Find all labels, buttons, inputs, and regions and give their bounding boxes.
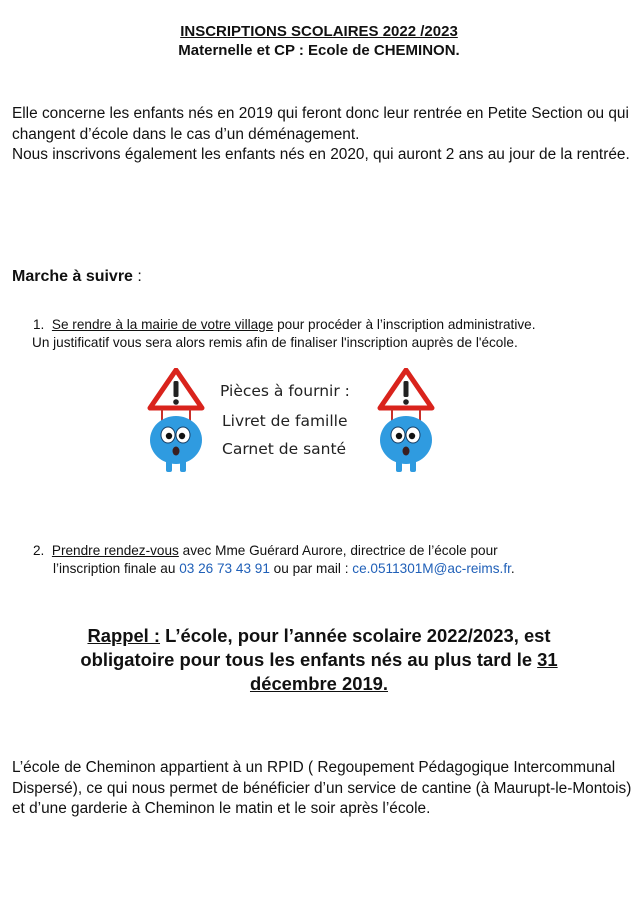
reminder-date: 31 décembre 2019. bbox=[249, 649, 558, 694]
procedure-heading-text: Marche à suivre bbox=[12, 268, 133, 285]
step-1-link[interactable]: Se rendre à la mairie de votre village bbox=[51, 317, 274, 332]
intro-paragraph bbox=[12, 104, 634, 166]
monster-mascot-icon bbox=[150, 416, 202, 472]
warning-sign-icon bbox=[150, 370, 202, 422]
email-link[interactable]: ce.0511301M@ac-reims.fr bbox=[352, 561, 511, 576]
step-1-number: 1. bbox=[33, 317, 45, 332]
warning-sign-icon bbox=[380, 370, 432, 422]
phone-link[interactable]: 03 26 73 43 91 bbox=[179, 561, 270, 576]
intro-line-1: Elle concerne les enfants nés en 2019 qui feront donc leur rentrée en Petite Section ou qui changent d’école dans le cas d’un déménagement. bbox=[12, 105, 629, 143]
reminder-text: L’école, pour l’année scolaire 2022/2023, est obligatoire pour tous les enfants nés au plus tard le bbox=[80, 625, 551, 670]
step-2-text-c: ou par mail : bbox=[269, 561, 353, 576]
footer-paragraph: L’école de Cheminon appartient à un RPID ( Regoupement Pédagogique Intercommunal Dispersé), ce qui nous permet de bénéficier d’un service de cantine (à Maurupt-le-Montois) et d’une garderie à Cheminon le matin et le soir après l’école. bbox=[12, 759, 632, 817]
document-subtitle: Maternelle et CP : Ecole de CHEMINON. bbox=[178, 42, 460, 59]
documents-box bbox=[210, 380, 360, 460]
step-1 bbox=[33, 316, 633, 352]
document-item: Livret de famille bbox=[222, 412, 348, 430]
step-2-link[interactable]: Prendre rendez-vous bbox=[51, 543, 179, 558]
procedure-heading bbox=[12, 268, 142, 286]
procedure-heading-colon: : bbox=[132, 268, 142, 285]
document-item: Carnet de santé bbox=[222, 440, 347, 458]
documents-heading: Pièces à fournir : bbox=[220, 382, 350, 400]
intro-line-2: Nous inscrivons également les enfants nés en 2020, qui auront 2 ans au jour de la rentrée. bbox=[12, 146, 630, 163]
step-2-text-b: l’inscription finale au bbox=[53, 561, 180, 576]
step-1-text-a: pour procéder à l’inscription administrative. bbox=[273, 317, 536, 332]
step-2-text-a: avec Mme Guérard Aurore, directrice de l’école pour bbox=[178, 543, 498, 558]
warning-mascot-right bbox=[376, 368, 436, 478]
warning-mascot-left bbox=[146, 368, 206, 478]
reminder-label: Rappel : bbox=[87, 625, 161, 646]
reminder bbox=[0, 624, 638, 696]
step-1-text-b: Un justificatif vous sera alors remis afin de finaliser l'inscription auprès de l'école. bbox=[32, 335, 518, 350]
step-2-number: 2. bbox=[33, 543, 45, 558]
monster-mascot-icon bbox=[380, 416, 432, 472]
step-2 bbox=[33, 542, 633, 578]
document-title: INSCRIPTIONS SCOLAIRES 2022 /2023 bbox=[180, 23, 458, 40]
step-2-text-d: . bbox=[510, 561, 515, 576]
